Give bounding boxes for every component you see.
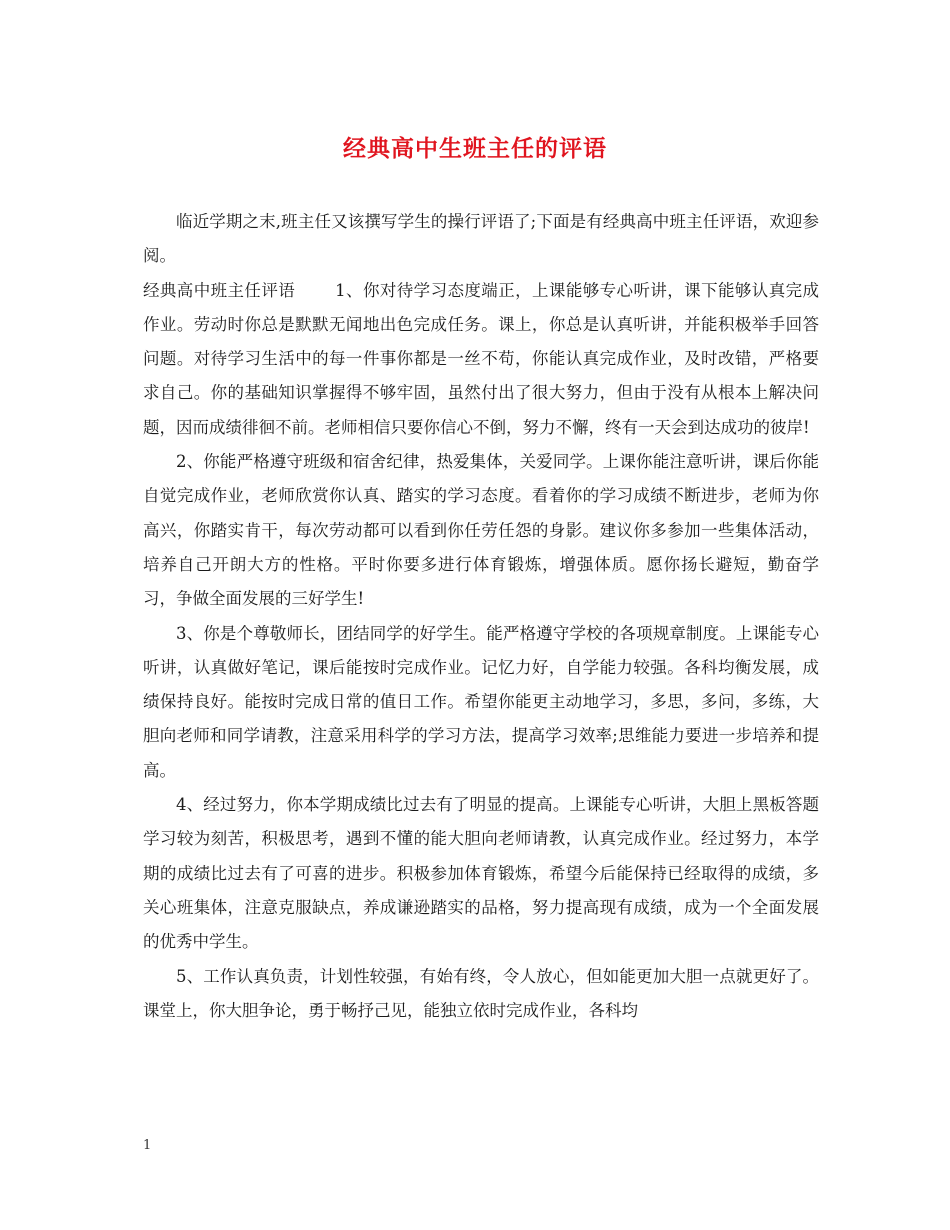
page-number: 1: [143, 1138, 152, 1153]
document-body: [143, 205, 819, 1028]
paragraph-4: 4、经过努力，你本学期成绩比过去有了明显的提高。上课能专心听讲，大胆上黑板答题学习较为刻苦，积极思考，遇到不懂的能大胆向老师请教，认真完成作业。经过努力，本学期的成绩比过去有了可喜的进步。积极参加体育锻炼，希望今后能保持已经取得的成绩，多关心班集体，注意克服缺点，养成谦逊踏实的品格，努力提高现有成绩，成为一个全面发展的优秀中学生。: [143, 795, 819, 952]
page-title: 经典高中生班主任的评语: [343, 135, 607, 162]
paragraph-1-text: 1、你对待学习态度端正，上课能够专心听讲，课下能够认真完成作业。劳动时你总是默默无闻地出色完成任务。课上，你总是认真听讲，并能积极举手回答问题。对待学习生活中的每一件事你都是一丝不苟，你能认真完成作业，及时改错，严格要求自己。你的基础知识掌握得不够牢固，虽然付出了很大努力，但由于没有从根本上解决问题，因而成绩徘徊不前。老师相信只要你信心不倒，努力不懈，终有一天会到达成功的彼岸!: [143, 280, 820, 437]
paragraph-2: 2、你能严格遵守班级和宿舍纪律，热爱集体，关爱同学。上课你能注意听讲，课后你能自觉完成作业，老师欣赏你认真、踏实的学习态度。看着你的学习成绩不断进步，老师为你高兴，你踏实肯干，每次劳动都可以看到你任劳任怨的身影。建议你多参加一些集体活动，培养自己开朗大方的性格。平时你要多进行体育锻炼，增强体质。愿你扬长避短，勤奋学习，争做全面发展的三好学生!: [143, 452, 819, 609]
paragraph-5: 5、工作认真负责，计划性较强，有始有终，令人放心，但如能更加大胆一点就更好了。课堂上，你大胆争论，勇于畅抒己见，能独立依时完成作业，各科均: [143, 966, 819, 1020]
paragraph-3: 3、你是个尊敬师长，团结同学的好学生。能严格遵守学校的各项规章制度。上课能专心听讲，认真做好笔记，课后能按时完成作业。记忆力好，自学能力较强。各科均衡发展，成绩保持良好。能按时完成日常的值日工作。希望你能更主动地学习，多思，多问，多练，大胆向老师和同学请教，注意采用科学的学习方法，提高学习效率;思维能力要进一步培养和提高。: [143, 623, 819, 780]
section-heading: 经典高中班主任评语: [143, 280, 296, 300]
intro-paragraph: 临近学期之末,班主任又该撰写学生的操行评语了;下面是有经典高中班主任评语，欢迎参阅。: [143, 212, 819, 266]
paragraph-1: [143, 274, 819, 445]
